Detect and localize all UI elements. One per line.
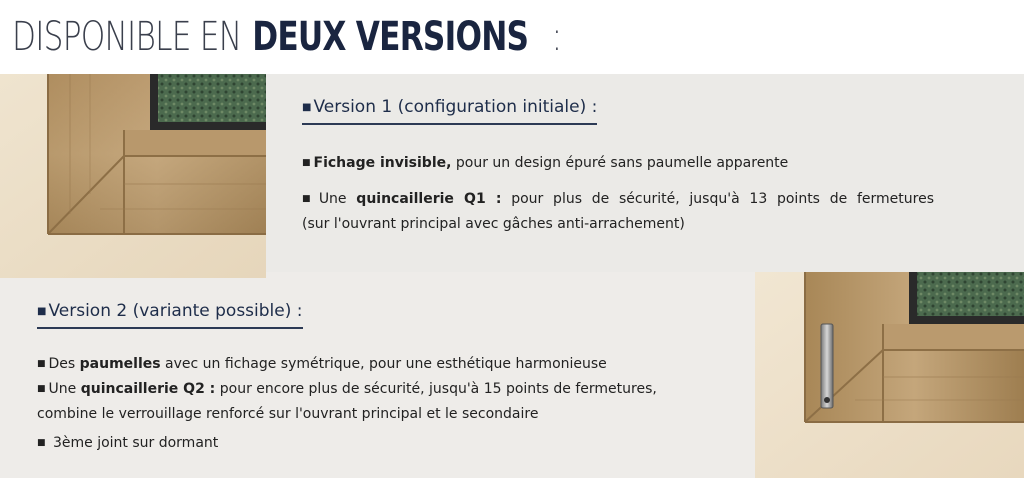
version-2-title: ■ Version 2 (variante possible) : — [37, 301, 303, 329]
version-1-item-2: ■ Une quincaillerie Q1 : pour plus de sécurité, jusqu'à 13 points de fermetures — [302, 191, 934, 207]
version-1-item-2-line-2: (sur l'ouvrant principal avec gâches anti-arrachement) — [302, 216, 685, 232]
wood-frame-corner-icon — [0, 74, 266, 278]
version-2-item-3: ■ 3ème joint sur dormant — [37, 435, 219, 451]
wood-frame-corner-with-hinge-icon — [755, 272, 1024, 478]
window-corner-photo-invisible-hinge — [0, 74, 266, 278]
heading-colon: : — [551, 14, 562, 60]
version-2-item-2-line-2: combine le verrouillage renforcé sur l'ouvrant principal et le secondaire — [37, 406, 539, 422]
version-1-item-1: ■ Fichage invisible, pour un design épuré sans paumelle apparente — [302, 155, 789, 171]
window-corner-photo-visible-hinge — [755, 272, 1024, 478]
version-2-item-2: ■ Une quincaillerie Q2 : pour encore plus de sécurité, jusqu'à 15 points de fermetures, — [37, 381, 657, 397]
heading-part-1: DISPONIBLE EN — [12, 14, 242, 60]
version-2-item-1: ■ Des paumelles avec un fichage symétrique, pour une esthétique harmonieuse — [37, 356, 607, 372]
heading-part-2: DEUX VERSIONS — [252, 14, 529, 60]
version-1-title: ■ Version 1 (configuration initiale) : — [302, 97, 597, 125]
page-heading — [12, 2, 561, 72]
